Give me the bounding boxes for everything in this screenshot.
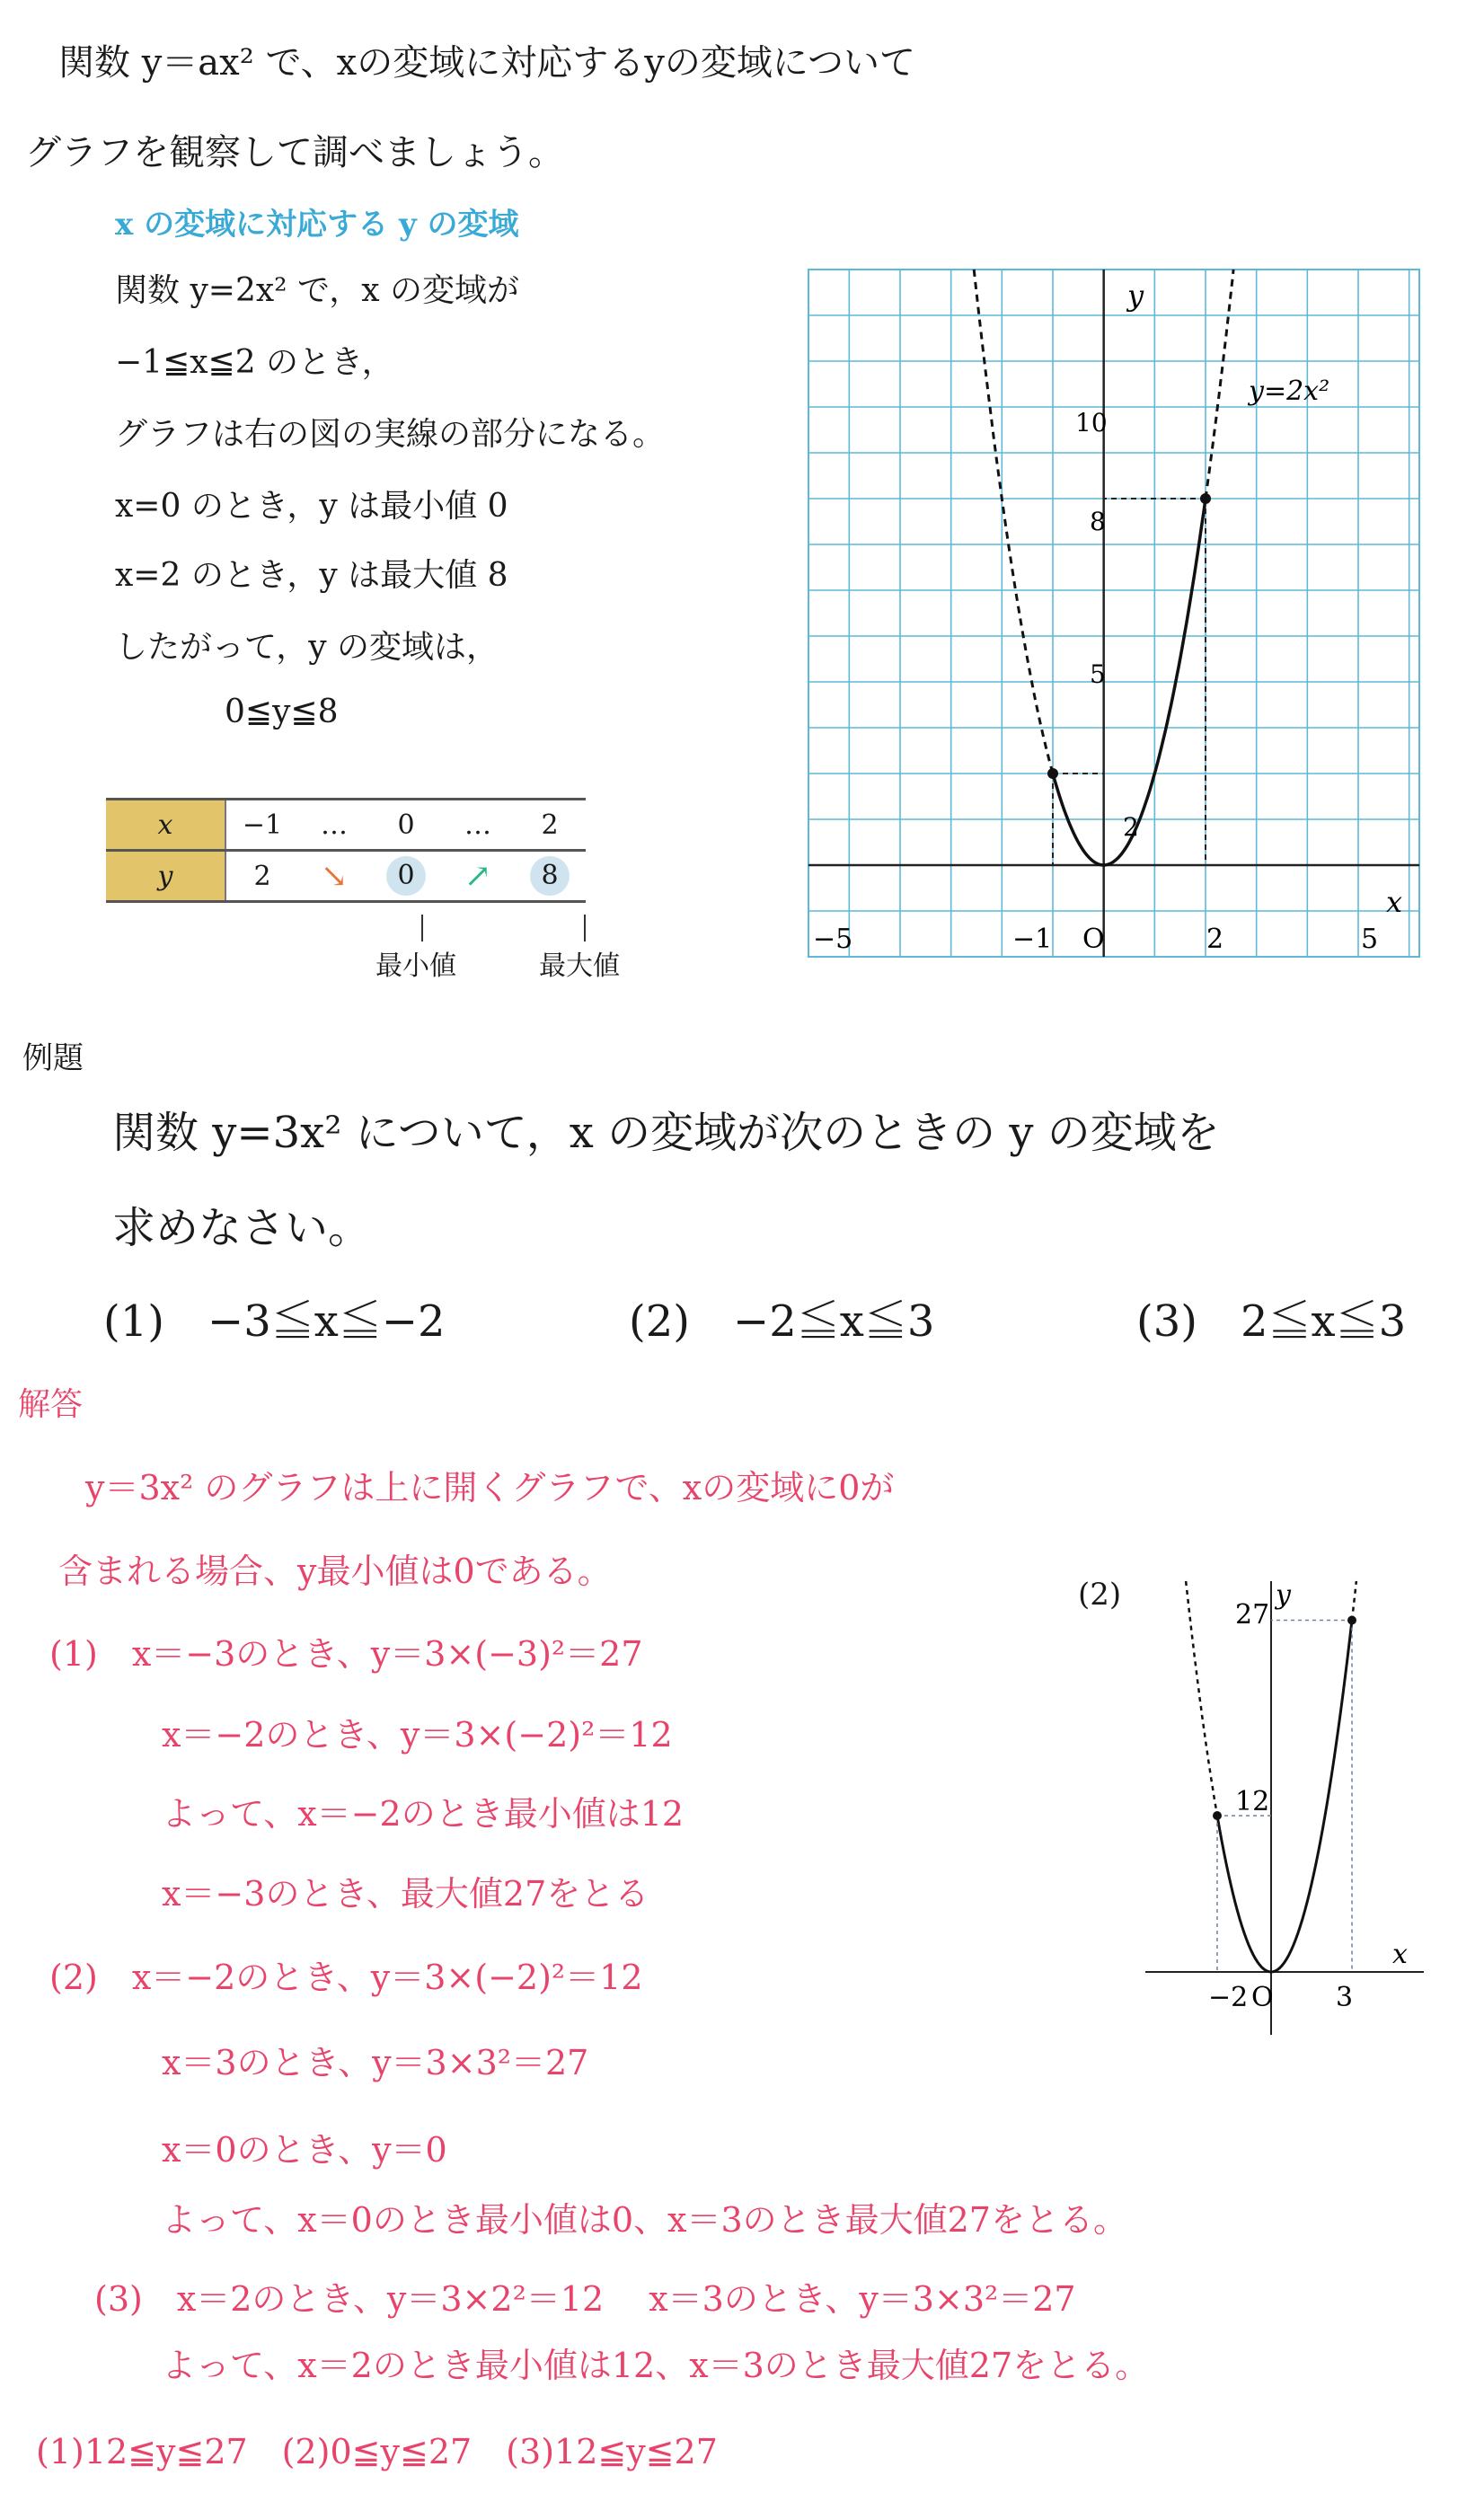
table-cell: 2 [225, 851, 298, 902]
x-tick-label: 3 [1336, 1982, 1354, 2013]
graph-grid [808, 270, 1419, 957]
answer-line: x＝−3のとき、最大値27をとる [162, 1874, 649, 1914]
box-line: 関数 y=2x² で，x の変域が [115, 272, 520, 309]
min-label: 最小値 [375, 950, 456, 982]
intro-line-1: 関数 y＝ax² で、xの変域に対応するyの変域について [58, 42, 916, 84]
x-tick-label: 2 [1206, 924, 1224, 955]
table-cell: −1 [225, 800, 298, 851]
y-axis-label: y [1127, 278, 1144, 313]
example-question-2: 求めなさい。 [112, 1203, 372, 1253]
box-line: したがって，y の変域は， [115, 629, 499, 666]
box-line: x=0 のとき，y は最小値 0 [115, 488, 508, 525]
box-line: 0≦y≦8 [225, 694, 339, 730]
x-tick-label: O [1251, 1982, 1274, 2013]
box-line: −1≦x≦2 のとき， [115, 344, 394, 381]
y-tick-label: 5 [1090, 659, 1106, 689]
down-arrow-icon: ↘ [298, 851, 370, 902]
min-leader-line [421, 915, 423, 942]
table-cell: … [442, 800, 514, 851]
answer-line: 含まれる場合、y最小値は0である。 [58, 1552, 612, 1591]
x-tick-label: 5 [1361, 924, 1379, 955]
y-tick-label: 2 [1123, 812, 1139, 842]
answer-line: (1)12≦y≦27 (2)0≦y≦27 (3)12≦y≦27 [36, 2432, 718, 2471]
y-tick-label: 27 [1235, 1599, 1270, 1631]
intro-line-2: グラフを観察して調べましょう。 [25, 132, 564, 173]
x-tick-label: −2 [1208, 1982, 1249, 2013]
curve-dashed-left [974, 270, 1053, 774]
graph-point [1347, 1616, 1356, 1625]
example-item-2: (2) −2≦x≦3 [629, 1296, 935, 1347]
answer-label: 解答 [18, 1386, 84, 1423]
graph-2-panel-label: (2) [1078, 1577, 1122, 1613]
answer-line: よって、x＝−2のとき最小値は12 [162, 1794, 685, 1834]
answer-line: よって、x＝2のとき最小値は12、x＝3のとき最大値27をとる。 [162, 2346, 1150, 2385]
answer-line: x＝3のとき、y＝3×3²＝27 [162, 2043, 589, 2082]
y-tick-label: 10 [1075, 408, 1108, 438]
graph-y-2x2 [804, 265, 1442, 975]
answer-line: y＝3x² のグラフは上に開くグラフで、xの変域に0が [85, 1468, 895, 1507]
example-question-1: 関数 y=3x² について，x の変域が次のときの y の変域を [112, 1108, 1220, 1158]
max-value-circle: 8 [530, 856, 570, 896]
answer-line: (1) x＝−3のとき、y＝3×(−3)²＝27 [49, 1634, 643, 1674]
example-label: 例題 [22, 1040, 84, 1076]
y-axis-label: y [1276, 1579, 1291, 1611]
x-axis-label: x [1392, 1939, 1408, 1970]
table-x-head: x [106, 800, 225, 851]
y-tick-label: 8 [1090, 507, 1106, 536]
curve-dashed-left [1186, 1581, 1217, 1816]
graph-point [1213, 1811, 1222, 1820]
answer-line: (2) x＝−2のとき、y＝3×(−2)²＝12 [49, 1958, 643, 1997]
up-arrow-icon: ↗ [442, 851, 514, 902]
xy-table [106, 798, 586, 903]
graph-y-3x2 [1136, 1577, 1433, 2044]
box-title: x の変域に対応する y の変域 [115, 207, 519, 243]
graph-2-lines [1145, 1581, 1424, 2035]
table-cell: … [298, 800, 370, 851]
answer-line: x＝0のとき、y＝0 [162, 2130, 447, 2170]
x-tick-label: −5 [813, 924, 853, 955]
curve-label: y=2x² [1249, 376, 1330, 407]
x-axis-label: x [1386, 885, 1403, 919]
example-item-1: (1) −3≦x≦−2 [103, 1296, 446, 1347]
table-y-head: y [106, 851, 225, 902]
answer-line: x＝−2のとき、y＝3×(−2)²＝12 [162, 1715, 673, 1755]
curve-dashed-right [1352, 1581, 1356, 1621]
curve-dashed-right [1206, 270, 1233, 499]
max-leader-line [584, 915, 586, 942]
answer-line: よって、x＝0のとき最小値は0、x＝3のとき最大値27をとる。 [162, 2200, 1127, 2240]
example-item-3: (3) 2≦x≦3 [1136, 1296, 1407, 1347]
x-tick-label: −1 [1012, 924, 1053, 955]
min-value-circle: 0 [386, 856, 426, 896]
graph-point [1200, 493, 1211, 504]
graph-point [1047, 768, 1058, 779]
table-cell: 2 [514, 800, 586, 851]
x-tick-label: O [1082, 924, 1105, 955]
answer-line: (3) x＝2のとき、y＝3×2²＝12 x＝3のとき、y＝3×3²＝27 [94, 2279, 1076, 2319]
max-label: 最大値 [539, 950, 620, 982]
table-cell: 0 [370, 800, 442, 851]
box-line: x=2 のとき，y は最大値 8 [115, 557, 508, 594]
graph-labels [813, 278, 1402, 955]
box-line: グラフは右の図の実線の部分になる。 [115, 416, 666, 453]
y-tick-label: 12 [1235, 1786, 1270, 1817]
